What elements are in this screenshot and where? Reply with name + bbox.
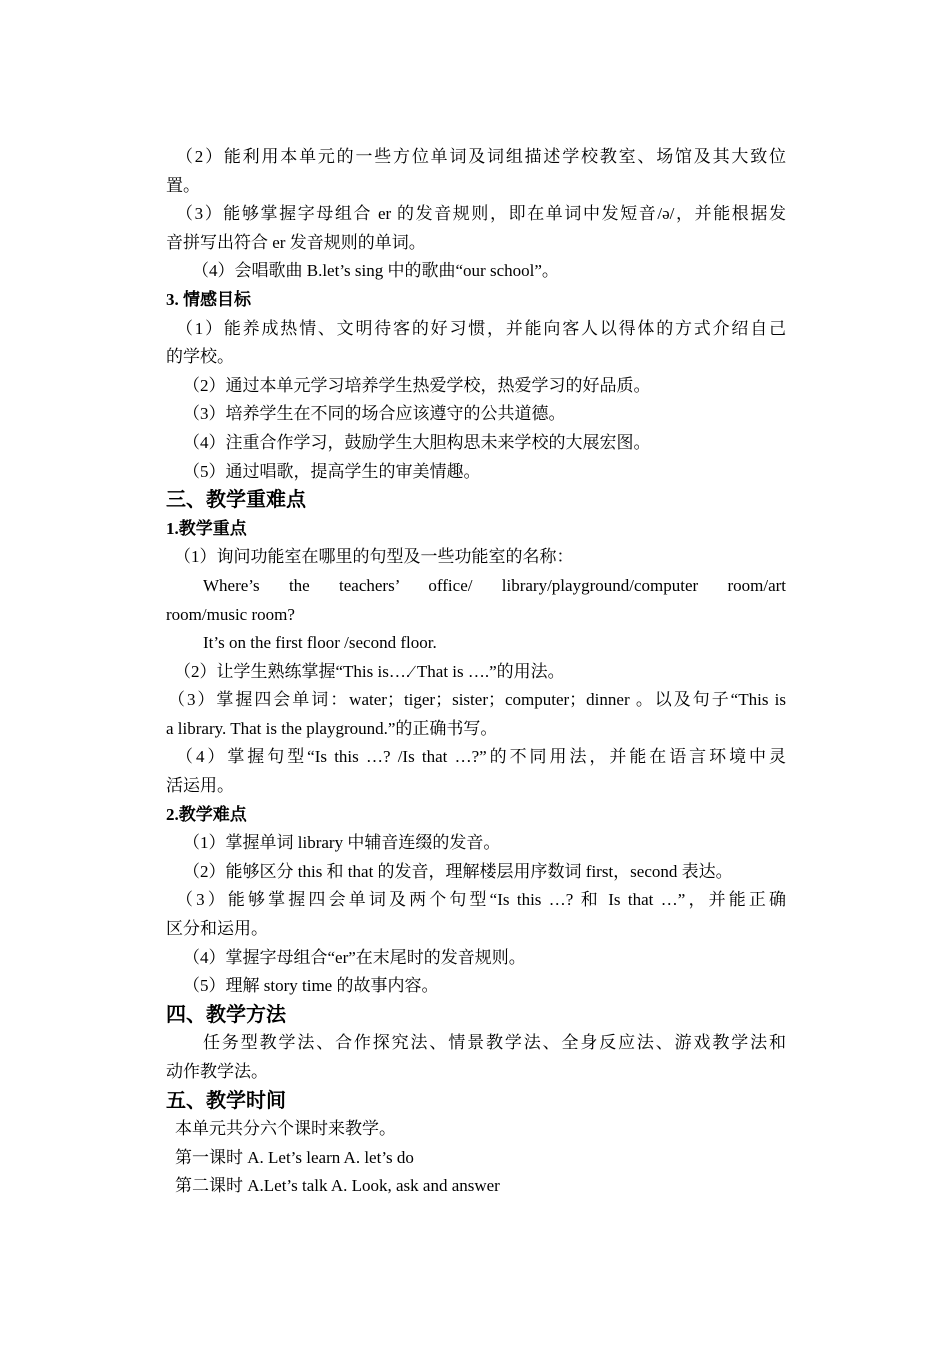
text-line: （2）能利用本单元的一些方位单词及词组描述学校教室、场馆及其大致位	[176, 147, 786, 166]
text-line: （5）理解 story time 的故事内容。	[183, 976, 439, 996]
text-line: （3）能够掌握四会单词及两个句型“Is this …? 和 Is that …”，并能正确	[176, 890, 786, 910]
text-line: （4）会唱歌曲 B.let’s sing 中的歌曲“our school”。	[192, 261, 559, 281]
section-heading: 四、教学方法	[166, 1003, 286, 1026]
text-line: （4）注重合作学习，鼓励学生大胆构思未来学校的大展宏图。	[183, 432, 651, 452]
subsection-heading: 1.教学重点	[166, 518, 247, 538]
text-line: 第一课时 A. Let’s learn A. let’s do	[175, 1147, 414, 1167]
text-line: 区分和运用。	[166, 919, 268, 939]
text-line: 本单元共分六个课时来教学。	[175, 1119, 396, 1139]
text-line: a library. That is the playground.”的正确书写。	[166, 718, 498, 738]
text-line: （3）培养学生在不同的场合应该遵守的公共道德。	[183, 404, 566, 424]
text-line: 任务型教学法、合作探究法、情景教学法、全身反应法、游戏教学法和	[203, 1033, 786, 1053]
text-line: （3）掌握四会单词：water；tiger；sister；computer；dinner 。以及句子“This is	[168, 690, 786, 710]
text-line: （4）掌握字母组合“er”在末尾时的发音规则。	[183, 947, 526, 967]
subsection-heading: 2.教学难点	[166, 804, 247, 824]
text-line: 动作教学法。	[166, 1062, 268, 1081]
text-line: room/music room?	[166, 604, 295, 624]
text-line: It’s on the first floor /second floor.	[203, 633, 437, 653]
text-line: （2）通过本单元学习培养学生热爱学校，热爱学习的好品质。	[183, 375, 651, 395]
text-line: （3）能够掌握字母组合 er 的发音规则，即在单词中发短音/ə/，并能根据发	[176, 204, 786, 224]
subsection-heading: 3. 情感目标	[166, 289, 251, 309]
text-line: 第二课时 A.Let’s talk A. Look, ask and answer	[175, 1176, 500, 1196]
section-heading: 五、教学时间	[166, 1089, 286, 1112]
text-line: （1）掌握单词 library 中辅音连缀的发音。	[183, 833, 501, 853]
text-line: 音拼写出符合 er 发音规则的单词。	[166, 232, 426, 252]
text-line: （5）通过唱歌，提高学生的审美情趣。	[183, 461, 481, 481]
text-line: （4）掌握句型“Is this …? /Is that …?”的不同用法，并能在语言环境中灵	[176, 747, 786, 767]
section-heading: 三、教学重难点	[166, 489, 306, 512]
text-line: 置。	[166, 175, 200, 195]
text-line: （2）能够区分 this 和 that 的发音，理解楼层用序数词 first，second 表达。	[183, 861, 733, 881]
text-line: 的学校。	[166, 347, 234, 367]
text-line: Where’s the teachers’ office/ library/playground/computer room/art	[203, 575, 786, 595]
document-body	[166, 143, 786, 1201]
text-line: 活运用。	[166, 776, 234, 796]
text-line: （2）让学生熟练掌握“This is….∕ That is ….”的用法。	[174, 661, 565, 681]
text-line: （1）能养成热情、文明待客的好习惯，并能向客人以得体的方式介绍自己	[176, 318, 786, 338]
text-line: （1）询问功能室在哪里的句型及一些功能室的名称：	[174, 547, 574, 567]
